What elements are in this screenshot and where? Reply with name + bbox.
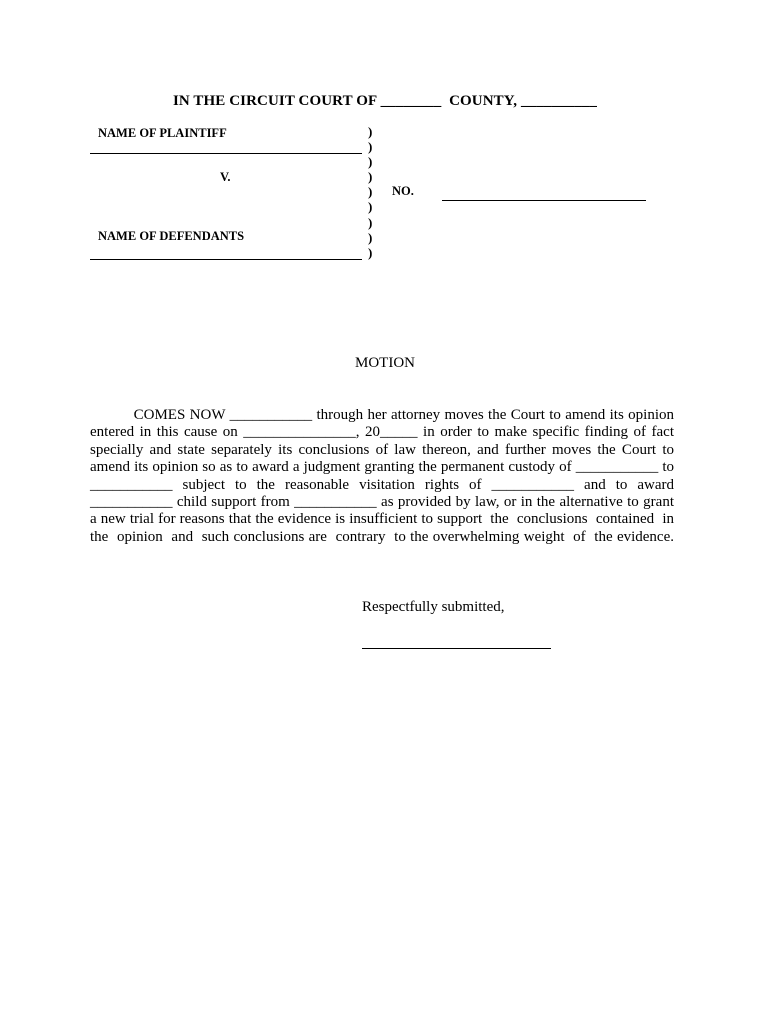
case-number-line (442, 200, 646, 201)
body-line: specially and state separately its conclusions of law thereon, and further moves the Court to (90, 441, 674, 458)
court-header: IN THE CIRCUIT COURT OF ________ COUNTY, __________ (172, 93, 598, 109)
case-caption (90, 124, 690, 264)
caption-paren: ) (368, 229, 373, 245)
caption-paren: ) (368, 139, 373, 155)
caption-paren: ) (368, 214, 373, 230)
caption-paren: ) (368, 244, 373, 260)
plaintiff-label: NAME OF PLAINTIFF (98, 126, 227, 140)
body-line: the opinion and such conclusions are contrary to the overwhelming weight of the evidence. (90, 528, 674, 545)
signature-line (362, 648, 551, 649)
body-line: entered in this cause on _______________, 20_____ in order to make specific finding of fact (90, 424, 674, 441)
signoff-text: Respectfully submitted, (362, 599, 505, 615)
body-line: a new trial for reasons that the evidence is insufficient to support the conclusions contained in (90, 511, 674, 528)
versus-label: V. (220, 170, 231, 184)
caption-paren: ) (368, 199, 373, 215)
body-line: COMES NOW ___________ through her attorney moves the Court to amend its opinion (90, 407, 674, 423)
motion-body (90, 407, 674, 546)
caption-paren: ) (368, 154, 373, 170)
body-line: amend its opinion so as to award a judgment granting the permanent custody of ___________ to (90, 459, 674, 476)
caption-paren: ) (368, 169, 373, 185)
defendants-label: NAME OF DEFENDANTS (98, 229, 245, 243)
case-number-label: NO. (392, 184, 414, 198)
caption-paren: ) (368, 124, 373, 139)
body-line: ___________ subject to the reasonable visitation rights of ___________ and to award (90, 476, 674, 493)
caption-parentheses (368, 124, 372, 260)
caption-paren: ) (368, 184, 373, 200)
motion-title: MOTION (355, 355, 415, 371)
plaintiff-signature-line (90, 153, 362, 154)
defendants-signature-line (90, 259, 362, 260)
body-line: ___________ child support from ___________ as provided by law, or in the alternative to grant (90, 494, 674, 511)
